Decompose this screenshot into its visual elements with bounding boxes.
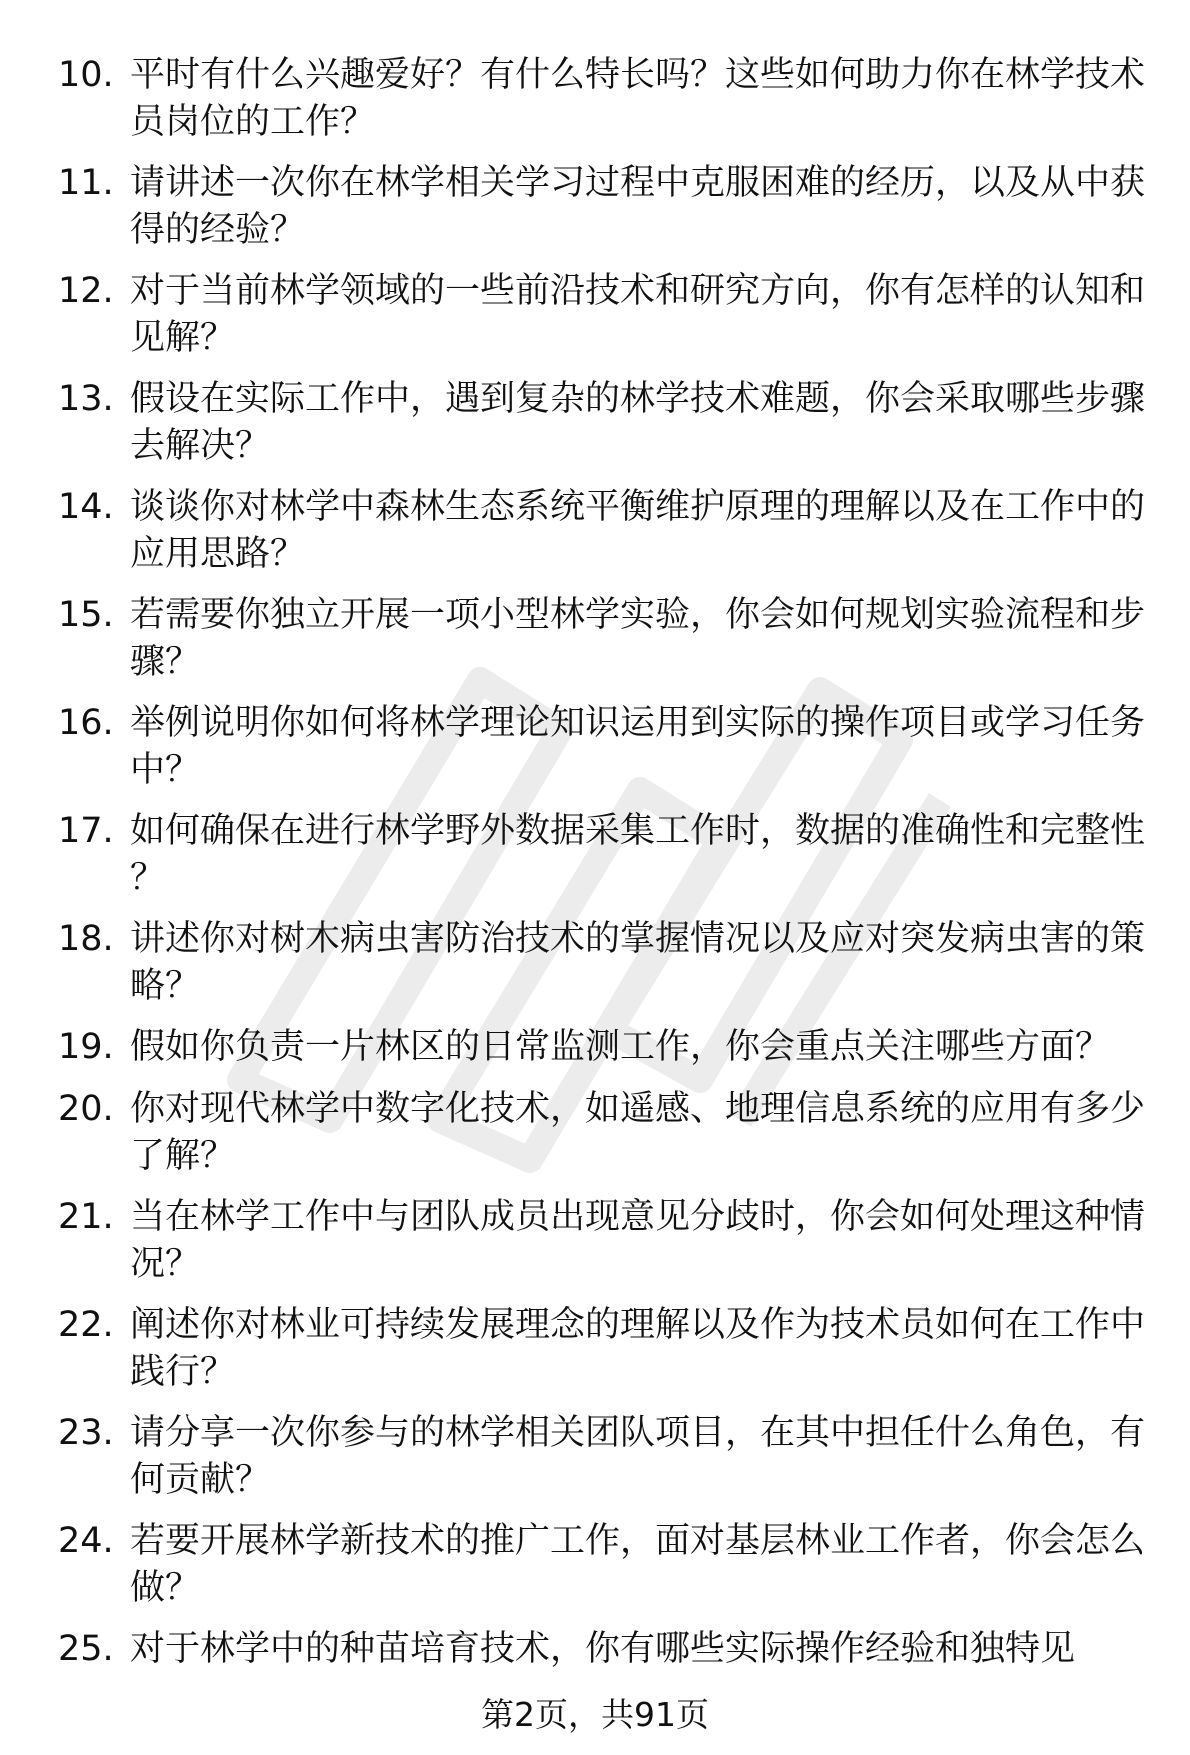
question-text: 如何确保在进行林学野外数据采集工作时，数据的准确性和完整性？ xyxy=(130,811,1146,898)
question-number: 13. xyxy=(58,379,114,419)
question-number: 17. xyxy=(58,811,114,851)
question-number: 22. xyxy=(58,1305,114,1345)
question-number: 24. xyxy=(58,1521,114,1561)
question-item xyxy=(0,808,1190,916)
question-text: 请讲述一次你在林学相关学习过程中克服困难的经历，以及从中获得的经验？ xyxy=(130,163,1146,250)
question-number: 11. xyxy=(58,163,114,203)
question-number: 25. xyxy=(58,1629,114,1669)
question-number: 23. xyxy=(58,1413,114,1453)
question-text: 举例说明你如何将林学理论知识运用到实际的操作项目或学习任务中？ xyxy=(130,703,1146,790)
question-text: 对于林学中的种苗培育技术，你有哪些实际操作经验和独特见 xyxy=(130,1629,1076,1669)
question-item xyxy=(0,1302,1190,1410)
question-item xyxy=(0,484,1190,592)
question-item xyxy=(0,1086,1190,1194)
question-number: 12. xyxy=(58,271,114,311)
question-item xyxy=(0,376,1190,484)
question-text: 平时有什么兴趣爱好？有什么特长吗？这些如何助力你在林学技术员岗位的工作？ xyxy=(130,55,1146,142)
question-item xyxy=(0,1626,1190,1688)
question-item xyxy=(0,52,1190,160)
question-text: 假设在实际工作中，遇到复杂的林学技术难题，你会采取哪些步骤去解决？ xyxy=(130,379,1146,466)
question-item xyxy=(0,700,1190,808)
question-text: 阐述你对林业可持续发展理念的理解以及作为技术员如何在工作中践行？ xyxy=(130,1305,1146,1392)
question-text: 你对现代林学中数字化技术，如遥感、地理信息系统的应用有多少了解？ xyxy=(130,1089,1146,1176)
question-item xyxy=(0,1194,1190,1302)
question-text: 请分享一次你参与的林学相关团队项目，在其中担任什么角色，有何贡献？ xyxy=(130,1413,1146,1500)
question-number: 10. xyxy=(58,55,114,95)
question-number: 15. xyxy=(58,595,114,635)
question-text: 若要开展林学新技术的推广工作，面对基层林业工作者，你会怎么做？ xyxy=(130,1521,1146,1608)
question-number: 21. xyxy=(58,1197,114,1237)
question-text: 讲述你对树木病虫害防治技术的掌握情况以及应对突发病虫害的策略？ xyxy=(130,919,1146,1006)
question-text: 当在林学工作中与团队成员出现意见分歧时，你会如何处理这种情况？ xyxy=(130,1197,1146,1284)
question-number: 16. xyxy=(58,703,114,743)
question-number: 20. xyxy=(58,1089,114,1129)
question-number: 19. xyxy=(58,1027,114,1067)
question-text: 假如你负责一片林区的日常监测工作，你会重点关注哪些方面？ xyxy=(130,1027,1111,1067)
question-text: 若需要你独立开展一项小型林学实验，你会如何规划实验流程和步骤？ xyxy=(130,595,1146,682)
question-item xyxy=(0,268,1190,376)
question-item xyxy=(0,592,1190,700)
question-item xyxy=(0,1024,1190,1086)
page-number-footer: 第2页，共91页 xyxy=(481,1695,709,1734)
question-number: 14. xyxy=(58,487,114,527)
question-text: 对于当前林学领域的一些前沿技术和研究方向，你有怎样的认知和见解？ xyxy=(130,271,1146,358)
question-item xyxy=(0,160,1190,268)
question-text: 谈谈你对林学中森林生态系统平衡维护原理的理解以及在工作中的应用思路？ xyxy=(130,487,1146,574)
question-number: 18. xyxy=(58,919,114,959)
question-list xyxy=(0,52,1190,1688)
question-item xyxy=(0,916,1190,1024)
question-item xyxy=(0,1410,1190,1518)
question-item xyxy=(0,1518,1190,1626)
